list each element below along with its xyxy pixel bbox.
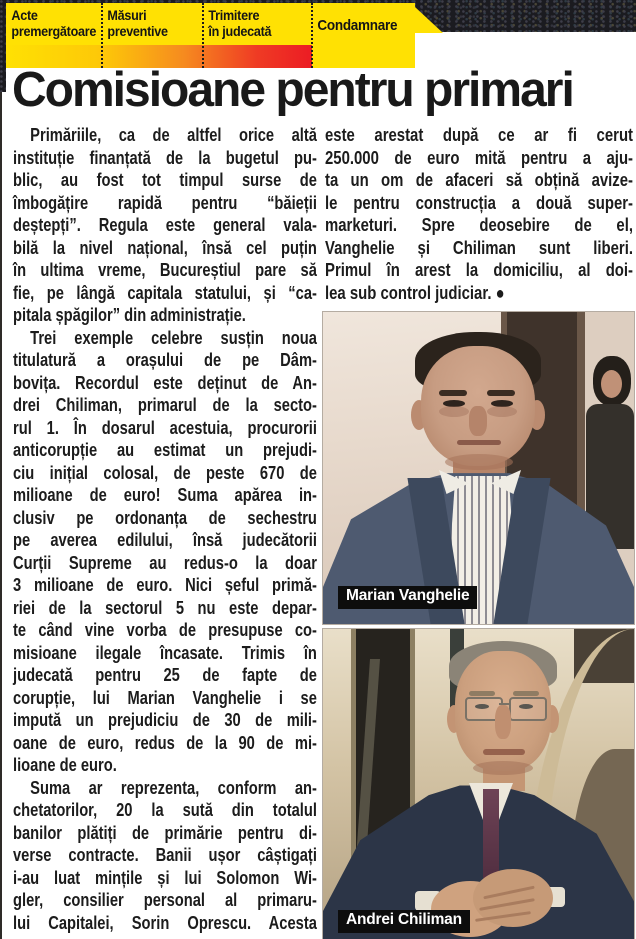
text-line: verse contracte. Banii ușor câștigați bbox=[13, 845, 317, 865]
stage-label: Acte premergătoare bbox=[11, 7, 97, 39]
text-line: corupție, lui Marian Vanghelie i se bbox=[13, 687, 317, 708]
tie bbox=[483, 789, 499, 881]
text-line: anticorupție au estimat un prejudi- bbox=[13, 440, 317, 460]
text-line: titulatură a orașului de pe Dâm- bbox=[13, 350, 317, 370]
article-column-right bbox=[325, 124, 633, 310]
man-nose bbox=[495, 705, 511, 739]
text-line: în ultima vreme, Bucureștiul pare să bbox=[13, 260, 317, 280]
text-line: oane de euro, redus de la 90 de mi- bbox=[13, 732, 317, 753]
man-eyebrow bbox=[469, 691, 495, 696]
text-line: 3 milioane de euro. Nici șeful primă- bbox=[13, 575, 317, 595]
photo-caption: Andrei Chiliman bbox=[338, 910, 470, 933]
man-mouth bbox=[483, 749, 525, 755]
stage-label: Trimitere în judecată bbox=[208, 7, 272, 39]
under-eye-shadow bbox=[487, 406, 517, 417]
stage-label: Măsuri preventive bbox=[107, 7, 168, 39]
text-line: lioane de euro. bbox=[13, 755, 117, 775]
text-line: este arestat după ce ar fi cerut bbox=[325, 125, 634, 145]
stage-condamnare bbox=[312, 3, 415, 68]
text-line: lui Capitalei, Sorin Oprescu. Acesta bbox=[13, 912, 317, 933]
column-text bbox=[325, 124, 633, 304]
man-eyebrow bbox=[513, 691, 539, 696]
stage-divider bbox=[202, 3, 204, 68]
stage-label: Condamnare bbox=[317, 17, 398, 34]
text-line: blic, au fost tot timpul surse de bbox=[13, 170, 317, 190]
text-line: bovița. Recordul este deținut de An- bbox=[13, 372, 317, 393]
text-line: pitala șpăgilor” din administrație. bbox=[13, 305, 246, 325]
text-line: le pentru construcția a două super- bbox=[325, 192, 634, 213]
text-line: Curții Supreme au redus-o la doar bbox=[13, 552, 317, 573]
glasses-lens bbox=[509, 697, 547, 721]
text-line: impută un prejudiciu de 30 de mili- bbox=[13, 710, 317, 730]
man-nose bbox=[469, 406, 487, 436]
text-line: deștepți”. Regula este general vala- bbox=[13, 215, 317, 235]
text-line: te când vine vorba de presupuse co- bbox=[13, 620, 317, 640]
text-line: riei de la sectorul 5 nu este depar- bbox=[13, 597, 317, 618]
text-line: ta un om de afaceri să obțină avize- bbox=[325, 170, 634, 190]
article-column-left bbox=[13, 124, 317, 939]
photo-andrei-chiliman bbox=[322, 628, 635, 939]
text-line: ciu inițial colosal, de peste 670 de bbox=[13, 462, 317, 483]
text-line: fie, pe lângă capitala statului, și “ca- bbox=[13, 282, 317, 303]
chin-shadow bbox=[473, 761, 533, 775]
text-line: lea sub control judiciar. ● bbox=[325, 282, 505, 303]
text-line: banilor plătiți de primărie pentru di- bbox=[13, 822, 317, 843]
stage-divider bbox=[311, 3, 313, 68]
text-line: drei Chiliman, primarul de la secto- bbox=[13, 395, 317, 415]
stage-divider bbox=[101, 3, 103, 68]
banner-corner-tip bbox=[415, 7, 443, 33]
text-line: Suma ar reprezenta, conform an- bbox=[30, 777, 317, 798]
man-mouth bbox=[457, 440, 501, 445]
left-border-line bbox=[0, 92, 2, 939]
stage-trimitere-in-judecata bbox=[203, 3, 312, 45]
text-line: Primul în arest la domiciliu, al doi- bbox=[325, 260, 634, 280]
legal-stages-banner bbox=[6, 3, 443, 68]
text-line: instituție finanțată de la bugetul pu- bbox=[13, 147, 317, 168]
headline: Comisioane pentru primari bbox=[12, 63, 573, 118]
double-chin-shadow bbox=[445, 454, 513, 470]
man-eyebrow bbox=[439, 390, 467, 396]
text-line: 250.000 de euro mită pentru a aju- bbox=[325, 147, 634, 168]
stage-acte-premergatoare bbox=[6, 3, 102, 45]
bystander-face bbox=[601, 370, 622, 398]
text-line: chetatorilor, 20 la sută din totalul bbox=[13, 800, 317, 820]
text-line: misioane ilegale încasate. Trimis în bbox=[13, 642, 317, 663]
text-line: îmbogățire rapidă pentru “băieții bbox=[13, 192, 317, 213]
paragraph bbox=[13, 327, 317, 777]
text-line: pe averea edilului, însă judecătorii bbox=[13, 530, 317, 550]
text-line: Trei exemple celebre susțin noua bbox=[30, 327, 317, 348]
text-line: Vanghelie și Chiliman sunt liberi. bbox=[325, 237, 634, 258]
text-line: judecată pentru 25 de fapte de bbox=[13, 665, 317, 685]
photo-caption: Marian Vanghelie bbox=[338, 586, 477, 609]
photo-marian-vanghelie bbox=[322, 311, 635, 625]
text-line: Primăriile, ca de altfel orice altă bbox=[30, 125, 317, 145]
paragraph bbox=[13, 124, 317, 327]
text-line: i-au luat mințile și lui Solomon Wi- bbox=[13, 867, 317, 888]
column-text bbox=[13, 124, 317, 934]
text-line: bilă la nivel național, însă cel puțin bbox=[13, 237, 317, 258]
stage-masuri-preventive bbox=[102, 3, 203, 45]
man-eyebrow bbox=[487, 390, 515, 396]
under-eye-shadow bbox=[439, 406, 469, 417]
text-line: marketuri. Spre deosebire de el, bbox=[325, 215, 634, 235]
paragraph bbox=[13, 777, 317, 935]
text-line: rul 1. În dosarul acestuia, procurorii bbox=[13, 417, 317, 438]
paragraph bbox=[325, 124, 633, 304]
text-line: gler, consilier personal al primaru- bbox=[13, 890, 317, 910]
text-line: milioane de euro! Suma apărea in- bbox=[13, 485, 317, 505]
text-line: clusiv pe ordonanța de sechestru bbox=[13, 507, 317, 528]
